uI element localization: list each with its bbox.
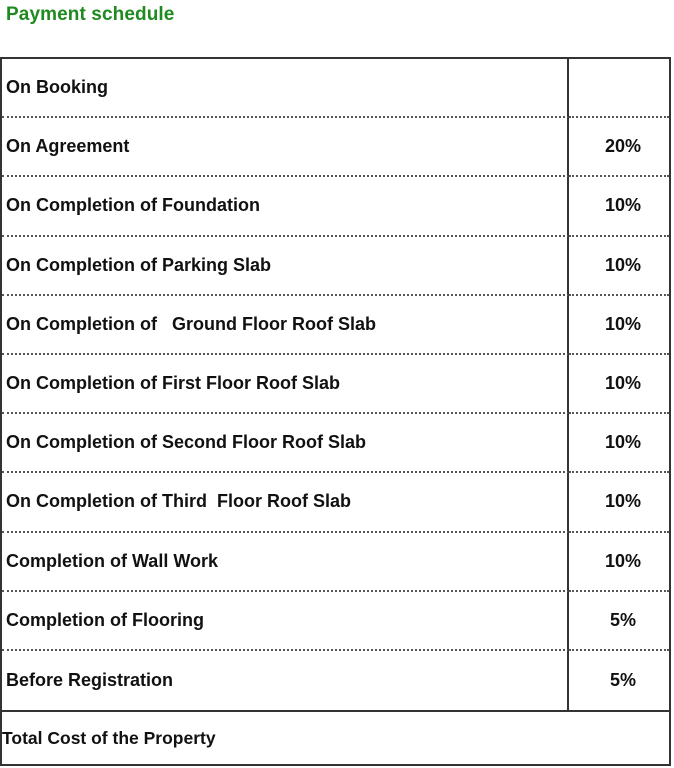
page-title: Payment schedule (6, 4, 175, 25)
stage-label: On Completion of First Floor Roof Slab (2, 355, 569, 414)
stage-label: On Completion of Ground Floor Roof Slab (2, 296, 569, 355)
stage-percent: 10% (569, 355, 669, 414)
stage-percent: 10% (569, 177, 669, 236)
stage-label: On Completion of Parking Slab (2, 237, 569, 296)
payment-schedule-table (0, 57, 671, 766)
stage-label: On Completion of Third Floor Roof Slab (2, 473, 569, 532)
stage-percent: 10% (569, 296, 669, 355)
stage-label: Completion of Flooring (2, 592, 569, 651)
stage-label: On Completion of Second Floor Roof Slab (2, 414, 569, 473)
stage-label: Completion of Wall Work (2, 533, 569, 592)
stage-percent: 10% (569, 414, 669, 473)
stage-percent: 10% (569, 533, 669, 592)
stage-percent: 5% (609, 669, 636, 690)
stage-percent: 5% (569, 592, 669, 651)
stage-percent: 10% (569, 473, 669, 532)
stage-label: On Agreement (2, 118, 569, 177)
stage-percent (569, 59, 669, 118)
stage-percent: 10% (569, 237, 669, 296)
stage-label: On Booking (2, 59, 569, 118)
total-cost-label: Total Cost of the Property (2, 710, 669, 764)
stage-percent: 20% (569, 118, 669, 177)
stage-label: Before Registration (2, 651, 569, 710)
stage-label: On Completion of Foundation (2, 177, 569, 236)
